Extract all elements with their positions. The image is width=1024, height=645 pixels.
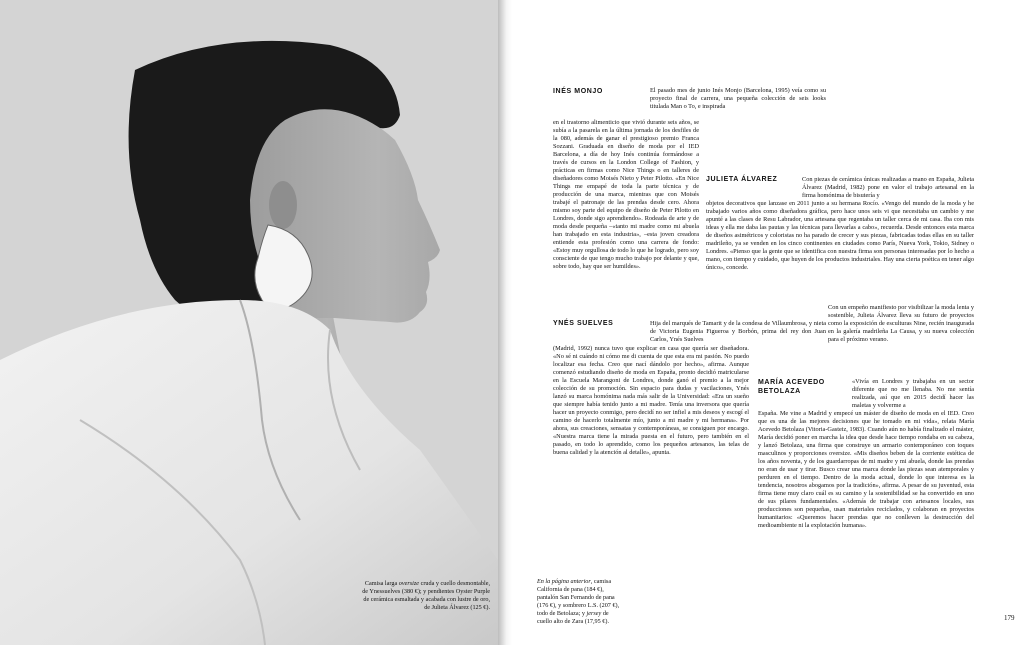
- page-number: 179: [1004, 614, 1015, 622]
- portrait-photo: [0, 0, 498, 645]
- profile-lead-maria-acevedo-betolaza: «Vivía en Londres y trabajaba en un sector diferente que no me llenaba. No me sentía realizada, así que en 2015 decidí hacer las maletas y volverme a: [852, 378, 974, 409]
- profile-lead-ines-monjo: El pasado mes de junio Inés Monjo (Barcelona, 1995) veía como su proyecto final de carrera, una pequeña colección de seis looks titulada Man o To, e inspirada: [650, 87, 826, 110]
- profile-name-ynes-suelves: YNÉS SUELVES: [553, 320, 614, 327]
- photo-caption-right: En la página anterior, camisa California de pana (184 €), pantalón San Fernando de pana (176 €), y sombrero L.S. (207 €), todo de Betolaza; y jersey de cuello alto de Zara (17,95 €).: [537, 578, 620, 625]
- profile-body-ynes-suelves: (Madrid, 1992) nunca tuvo que explicar en casa que quería ser diseñadora. «No sé ni cuándo ni cómo me di cuenta de que esta era mi pasión. No puedo localizar esa fecha. Creo que nací dándolo por hecho», afirma. Aunque comenzó estudiando diseño de moda en España, pronto decidió matricularse en la Escuela Marangoni de Londres, donde ganó el premio a la mejor colección de su promoción. Sin espacio para dudas y vacilaciones, Ynés lanzó su marca homónima nada más salir de la Universidad: «Era un sueño que siempre había tenido junto a mi madre. Tenía una inversora que quería hacer un proyecto conmigo, pero decidí no ser infiel a mis deseos y escogí el camino de hacerlo totalmente mío, junto a mi madre y mi hermana». Por ahora, sus creaciones, sensatas y contemporáneas, se consiguen por encargo. «Nuestra marca tiene la mirada puesta en el futuro, pero también en el pasado, en todo lo aprendido, como los pequeños artesanos, las telas de buena calidad y la atención al detalle», apunta.: [553, 345, 749, 456]
- page-gutter: [498, 0, 512, 645]
- profile-lead-ynes-suelves: Hija del marqués de Tamarit y de la condesa de Villaumbrosa, y nieta de Victoria Eugenia Figueroa y Borbón, prima del rey don Juan Carlos, Ynés Suelves: [650, 320, 826, 343]
- photo-caption-left: Camisa larga oversize cruda y cuello desmontable, de Ynessuelves (380 €); y pendientes Oyster Purple de cerámica esmaltada y acabada con lustre de oro, de Julieta Álvarez (125 €).: [362, 580, 490, 611]
- profile-name-julieta-alvarez: JULIETA ÁLVAREZ: [706, 176, 778, 183]
- profile-name-ines-monjo: INÉS MONJO: [553, 88, 603, 95]
- profile-body-ines-monjo: en el trastorno alimenticio que vivió durante seis años, se subía a la pasarela en la última jornada de los desfiles de la 080, además de ganar el prestigioso premio Franca Sozzani. Graduada en diseño de moda por el IED Barcelona, a día de hoy Inés continúa formándose a través de cursos en la London College of Fashion, y prácticas en firmas como Nice Things o en talleres de diseñadores como Moisés Nieto y Peter Pilotto. «En Nice Things me empapé de toda la parte técnica y de producción de una marca, mientras que con Moisés trabajé el patronaje de las prendas desde cero. Ahora mismo soy parte del equipo de diseño de Peter Pilotto en Londres, donde sigo aprendiendo». Rodeada de arte y de moda desde pequeña –«tanto mi madre como mi abuela han trabajado en esta industria», –esta joven creadora entiende esta profesión como una carrera de fondo: «Estoy muy orgullosa de todo lo que he logrado, pero soy consciente de que tengo mucho trabajo por delante y que, sobre todo, hay que ser humildes».: [553, 119, 699, 270]
- profile-lead-julieta-alvarez: Con piezas de cerámica únicas realizadas a mano en España, Julieta Álvarez (Madrid, 1982) pone en valor el trabajo artesanal en la firma homónima de bisutería y: [802, 176, 974, 199]
- profile-tail-julieta-alvarez: Con un empeño manifiesto por visibilizar la moda lenta y sostenible, Julieta Álvarez lleva su futuro de proyectos como la exposición de esculturas Nine, recién inaugurada en la galería madrileña La Causa, y su nueva colección para el próximo verano.: [828, 304, 974, 343]
- profile-body-maria-acevedo-betolaza: España. Me vine a Madrid y empecé un máster de diseño de moda en el IED. Creo que es una de las mejores decisiones que he tomado en mi vida», relata María Acevedo Betolaza (Vitoria-Gasteiz, 1983). Cuando aún no había finalizado el máster, María decidió poner en marcha la idea que desde hace tiempo rondaba en su cabeza, y lanzó Betolaza, una firma que construye un armario contemporáneo con toques masculinos y proporciones oversize. «Mis diseños beben de la corriente estética de los años noventa, y de los guardarropas de mi madre y mi abuela, donde las prendas no eran de usar y tirar. Busco crear una marca donde las piezas sean atemporales y perduren en el tiempo. Dentro de la moda actual, donde lo que interesa es la tendencia, nosotros abogamos por la tradición», afirma. A pesar de su juventud, esta firma tiene muy claro cuál es su camino y la sostenibilidad se ha convertido en uno de sus pilares fundamentales. «Además de trabajar con artesanos locales, sus producciones son pequeñas, usan materiales reciclados, y colaboran en proyectos humanitarios: «Queremos hacer prendas que no conlleven la destrucción del medioambiente ni la explotación humana».: [758, 410, 974, 529]
- profile-body-julieta-alvarez: objetos decorativos que lanzase en 2011 junto a su hermana Rocío. «Vengo del mundo de la moda y he trabajado varios años como diseñadora gráfica, pero hace unos seis vi que necesitaba un cambio y me apunté a las clases de Resu Labrador, una artesana que regentaba un taller cerca de mi casa. Iba con mis ideas y ella me daba las pautas y las técnicas para llevarlas a cabo», recuerda. Desde entonces esta marca de diseños asimétricos y coloristas no ha parado de crecer y sus piezas, fabricadas todas ellas en su taller madrileño, ya se venden en los cinco continentes en ciudades como París, Nueva York, Tokio, Sidney o Londres. «Pienso que la gente que se identifica con nuestra firma son personas interesadas por lo hecho a mano, con tiempo y cuidado, que huyen de los productos industriales. Hay una cierta poética en tener algo único», concede.: [706, 200, 974, 271]
- portrait-illustration: [0, 0, 498, 645]
- profile-name-maria-acevedo-betolaza: MARÍA ACEVEDO BETOLAZA: [758, 379, 825, 395]
